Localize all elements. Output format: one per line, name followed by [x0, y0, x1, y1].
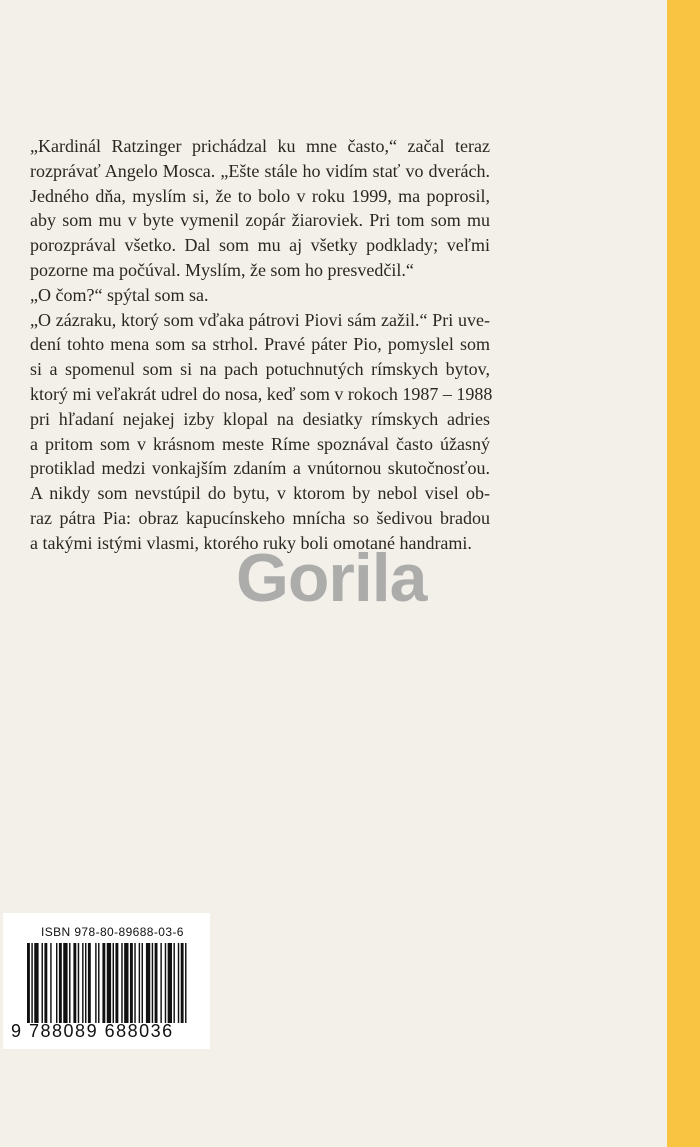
blurb-line: pri hľadaní nejakej izby klopal na desiatky rímskych adries [30, 408, 490, 429]
barcode-bar [121, 943, 122, 1023]
barcode-bar [178, 943, 179, 1023]
barcode-bar [78, 943, 79, 1023]
barcode-bar [160, 943, 161, 1023]
barcode-bar [139, 943, 140, 1023]
blurb-line: raz pátra Pia: obraz kapucínskeho mnícha so šedivou bradou [30, 507, 490, 528]
barcode-bar [152, 943, 153, 1023]
blurb-line: „Kardinál Ratzinger prichádzal ku mne často,“ začal teraz [30, 136, 490, 156]
blurb-line: a takými istými vlasmi, ktorého ruky boli omotané handrami. [30, 532, 472, 553]
barcode-bar [102, 943, 105, 1023]
ean-barcode [27, 943, 199, 1023]
blurb-line: rozprávať Angelo Mosca. „Ešte stále ho vidím stať vo dverách. [30, 160, 490, 181]
barcode-bar [82, 943, 83, 1023]
blurb-line: porozprával všetko. Dal som mu aj všetky podklady; veľmi [30, 235, 490, 256]
barcode-bar [88, 943, 91, 1023]
barcode-bar [146, 943, 150, 1023]
barcode-bar [63, 943, 67, 1023]
barcode-bar [31, 943, 32, 1023]
barcode-bar [173, 943, 174, 1023]
blurb-line: pozorne ma počúval. Myslím, že som ho presvedčil.“ [30, 259, 414, 280]
barcode-bar [95, 943, 96, 1023]
isbn-label: ISBN 978-80-89688-03-6 [41, 925, 184, 939]
gorila-watermark: Gorila [236, 540, 427, 616]
barcode-bar [168, 943, 172, 1023]
barcode-bar [27, 943, 30, 1023]
barcode-bar [155, 943, 158, 1023]
blurb-line: a pritom som v krásnom meste Ríme spoznával často úžasný [30, 433, 490, 454]
blurb-line: si a spomenul som si na pach potuchnutých rímskych bytov, [30, 359, 490, 380]
barcode-bar [124, 943, 128, 1023]
barcode-bar [42, 943, 43, 1023]
spine-color-stripe [667, 0, 700, 1147]
barcode-bar [181, 943, 184, 1023]
barcode-bar [98, 943, 99, 1023]
isbn-barcode-box [3, 913, 210, 1049]
blurb-line: ktorý mi veľakrát udrel do nosa, keď som v rokoch 1987 – 1988 [30, 383, 493, 404]
barcode-bar [113, 943, 114, 1023]
barcode-bar [34, 943, 38, 1023]
blurb-line: A nikdy som nevstúpil do bytu, v ktorom by nebol visel ob- [30, 483, 490, 504]
barcode-bar [69, 943, 70, 1023]
barcode-bar [85, 943, 86, 1023]
barcode-bar [165, 943, 166, 1023]
blurb-line: Jedného dňa, myslím si, že to bolo v roku 1999, ma poprosil, [30, 185, 490, 206]
blurb-line: „O zázraku, ktorý som vďaka pátrovi Piovi sám zažil.“ Pri uve- [30, 309, 490, 330]
barcode-bar [142, 943, 143, 1023]
barcode-bar [50, 943, 51, 1023]
barcode-bar [185, 943, 186, 1023]
blurb-line: „O čom?“ spýtal som sa. [30, 284, 209, 305]
blurb-line: protiklad medzi vonkajším zdaním a vnútornou skutočnosťou. [30, 458, 490, 479]
barcode-bar [56, 943, 57, 1023]
back-cover-blurb [30, 134, 493, 556]
barcode-bar [59, 943, 62, 1023]
barcode-bar [44, 943, 47, 1023]
barcode-bar [107, 943, 111, 1023]
ean-digits: 9 788089 688036 [11, 1021, 174, 1041]
barcode-bar [134, 943, 135, 1023]
barcode-bar [115, 943, 118, 1023]
blurb-line: dení tohto mena som sa strhol. Pravé páter Pio, pomyslel som [30, 334, 490, 355]
blurb-line: aby som mu v byte vymenil zopár žiaroviek. Pri tom som mu [30, 210, 490, 231]
barcode-bar [73, 943, 76, 1023]
barcode-bar [130, 943, 133, 1023]
